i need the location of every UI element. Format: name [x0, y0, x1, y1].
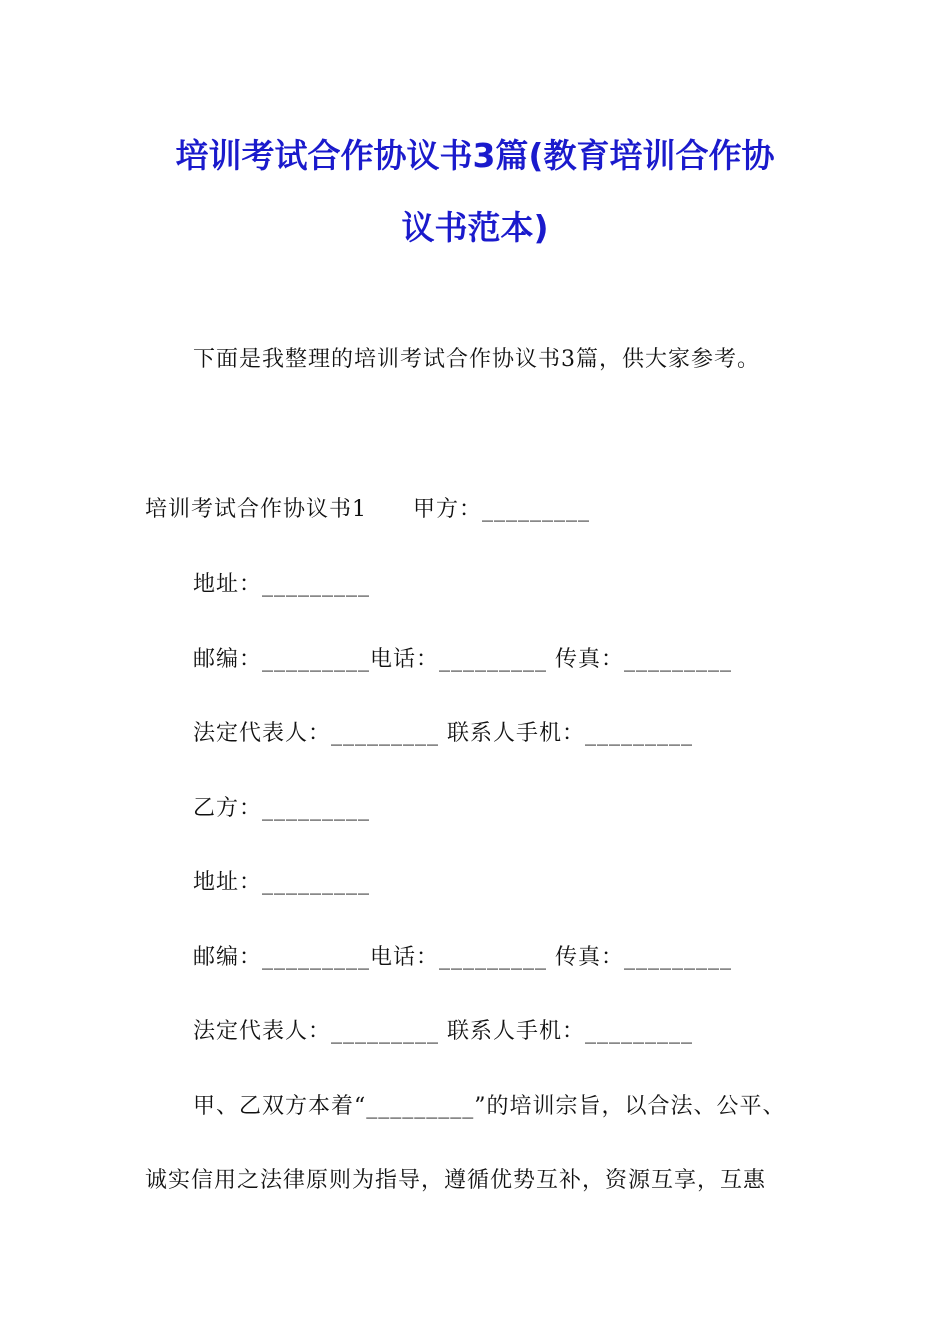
intro-paragraph: 下面是我整理的培训考试合作协议书3篇，供大家参考。 — [193, 347, 760, 372]
party-a-contact-info: 邮编：_________电话：_________ 传真：_________ — [193, 647, 732, 672]
body-paragraph-line-2: 诚实信用之法律原则为指导，遵循优势互补，资源互享，互惠 — [145, 1168, 767, 1193]
agreement-heading-party-a: 培训考试合作协议书1 甲方：_________ — [145, 497, 590, 522]
party-b-address: 地址：_________ — [193, 870, 371, 895]
document-title-line-1: 培训考试合作协议书3篇(教育培训合作协 — [175, 136, 775, 175]
party-a-representative: 法定代表人：_________ 联系人手机：_________ — [193, 721, 693, 746]
party-b-name: 乙方：_________ — [193, 796, 371, 821]
party-b-contact-info: 邮编：_________电话：_________ 传真：_________ — [193, 945, 732, 970]
party-b-representative: 法定代表人：_________ 联系人手机：_________ — [193, 1019, 693, 1044]
document-title-line-2: 议书范本) — [401, 208, 549, 247]
party-a-address: 地址：_________ — [193, 572, 371, 597]
body-paragraph-line-1: 甲、乙双方本着“_________”的培训宗旨，以合法、公平、 — [193, 1094, 786, 1119]
